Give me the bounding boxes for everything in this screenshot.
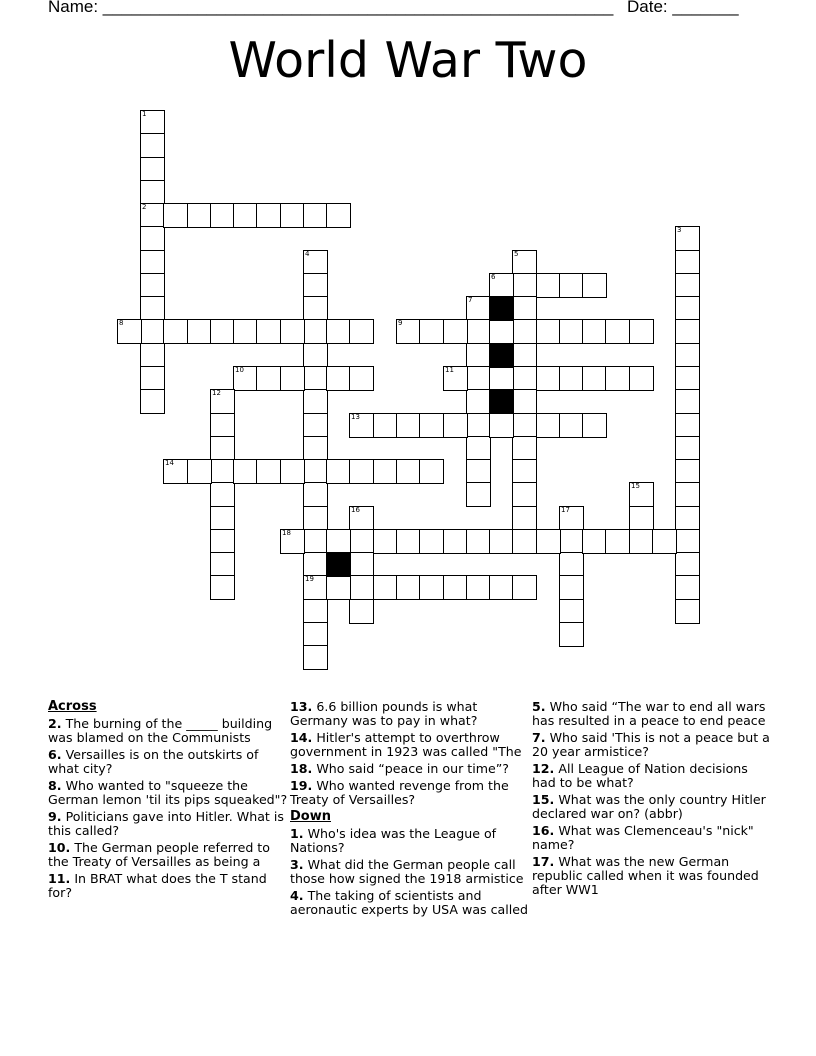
- grid-cell[interactable]: [675, 296, 700, 321]
- grid-cell[interactable]: [280, 366, 305, 391]
- grid-cell[interactable]: [419, 529, 444, 554]
- date-field-label: Date: _______: [627, 0, 739, 16]
- grid-cell[interactable]: [629, 366, 654, 391]
- clue-item: [48, 872, 288, 900]
- clue-item-text: Who said “peace in our time”?: [316, 761, 509, 776]
- grid-cell[interactable]: [326, 319, 351, 344]
- grid-cell[interactable]: [233, 319, 258, 344]
- grid-cell[interactable]: [140, 343, 165, 368]
- grid-cell[interactable]: [512, 482, 537, 507]
- clue-item: [290, 700, 530, 728]
- clue-item-text: The burning of the _____ building was blamed on the Communists: [48, 716, 273, 745]
- grid-cell[interactable]: [559, 506, 584, 531]
- clue-item: [290, 827, 530, 855]
- grid-cell[interactable]: [303, 599, 328, 624]
- grid-cell[interactable]: [559, 413, 584, 438]
- grid-cell[interactable]: [605, 366, 630, 391]
- clue-item-number: 5.: [532, 699, 546, 714]
- clue-item: [48, 717, 288, 745]
- grid-cell[interactable]: [512, 459, 537, 484]
- clue-number: 1: [142, 110, 147, 118]
- clue-item-number: 13.: [290, 699, 313, 714]
- grid-block: [326, 552, 351, 577]
- grid-cell[interactable]: [443, 529, 468, 554]
- grid-cell[interactable]: [489, 575, 514, 600]
- grid-cell[interactable]: [512, 506, 537, 531]
- grid-cell[interactable]: [303, 389, 328, 414]
- grid-cell[interactable]: [233, 203, 258, 228]
- grid-cell[interactable]: [675, 413, 700, 438]
- grid-cell[interactable]: [326, 575, 351, 600]
- grid-cell[interactable]: [629, 506, 654, 531]
- grid-cell[interactable]: [303, 343, 328, 368]
- clue-number: 11: [445, 366, 454, 374]
- grid-cell[interactable]: [559, 366, 584, 391]
- clue-item-number: 14.: [290, 730, 313, 745]
- grid-cell[interactable]: [210, 506, 235, 531]
- clue-column-2: [290, 700, 530, 920]
- grid-cell[interactable]: [512, 319, 537, 344]
- clue-item-number: 18.: [290, 761, 313, 776]
- grid-cell[interactable]: [443, 319, 468, 344]
- grid-cell[interactable]: [582, 366, 607, 391]
- clue-number: 14: [165, 459, 174, 467]
- grid-cell[interactable]: [326, 366, 351, 391]
- grid-cell[interactable]: [675, 366, 700, 391]
- grid-cell[interactable]: [349, 575, 374, 600]
- clue-item: [532, 855, 772, 897]
- clue-item: [290, 762, 530, 776]
- grid-cell[interactable]: [373, 529, 398, 554]
- clue-item-number: 10.: [48, 840, 71, 855]
- grid-cell[interactable]: [419, 575, 444, 600]
- grid-cell[interactable]: [187, 203, 212, 228]
- grid-cell[interactable]: [512, 273, 537, 298]
- clue-item-number: 1.: [290, 826, 304, 841]
- clue-number: 16: [351, 506, 360, 514]
- grid-cell[interactable]: [559, 529, 584, 554]
- grid-cell[interactable]: [419, 319, 444, 344]
- grid-cell[interactable]: [675, 482, 700, 507]
- grid-cell[interactable]: [675, 226, 700, 251]
- clue-item-text: Versailles is on the outskirts of what city?: [48, 747, 259, 776]
- grid-cell[interactable]: [536, 366, 561, 391]
- grid-cell[interactable]: [280, 529, 305, 554]
- grid-cell[interactable]: [210, 389, 235, 414]
- clue-item-text: Politicians gave into Hitler. What is this called?: [48, 809, 284, 838]
- grid-cell[interactable]: [536, 319, 561, 344]
- clue-item-text: Who said 'This is not a peace but a 20 year armistice?: [532, 730, 770, 759]
- clue-column-3: [532, 700, 772, 900]
- clue-number: 2: [142, 203, 147, 211]
- clue-column-1: [48, 700, 288, 903]
- grid-cell[interactable]: [466, 482, 491, 507]
- grid-cell[interactable]: [303, 482, 328, 507]
- grid-cell[interactable]: [140, 157, 165, 182]
- grid-cell[interactable]: [256, 319, 281, 344]
- clue-number: 18: [282, 529, 291, 537]
- grid-cell[interactable]: [536, 413, 561, 438]
- grid-cell[interactable]: [419, 413, 444, 438]
- grid-cell[interactable]: [629, 319, 654, 344]
- clue-item-number: 2.: [48, 716, 62, 731]
- grid-cell[interactable]: [559, 575, 584, 600]
- clue-item-number: 15.: [532, 792, 555, 807]
- grid-cell[interactable]: [140, 226, 165, 251]
- clue-number: 4: [305, 250, 310, 258]
- grid-cell[interactable]: [326, 459, 351, 484]
- grid-cell[interactable]: [163, 203, 188, 228]
- grid-cell[interactable]: [466, 389, 491, 414]
- grid-cell[interactable]: [303, 552, 328, 577]
- clue-number: 19: [305, 575, 314, 583]
- clue-item-text: The German people referred to the Treaty of Versailles as being a: [48, 840, 270, 869]
- grid-block: [489, 343, 514, 368]
- grid-cell[interactable]: [140, 110, 165, 135]
- grid-cell[interactable]: [675, 529, 700, 554]
- clue-number: 17: [561, 506, 570, 514]
- clue-item-number: 19.: [290, 778, 313, 793]
- grid-cell[interactable]: [349, 413, 374, 438]
- grid-block: [489, 296, 514, 321]
- grid-cell[interactable]: [373, 413, 398, 438]
- grid-cell[interactable]: [419, 459, 444, 484]
- grid-cell[interactable]: [559, 622, 584, 647]
- grid-cell[interactable]: [582, 319, 607, 344]
- grid-cell[interactable]: [605, 319, 630, 344]
- grid-cell[interactable]: [536, 529, 561, 554]
- grid-cell[interactable]: [280, 203, 305, 228]
- clue-item-text: Who's idea was the League of Nations?: [290, 826, 497, 855]
- grid-cell[interactable]: [396, 413, 421, 438]
- clue-item-text: Who wanted revenge from the Treaty of Versailles?: [290, 778, 509, 807]
- grid-cell[interactable]: [512, 413, 537, 438]
- grid-cell[interactable]: [466, 296, 491, 321]
- clue-number: 9: [398, 319, 403, 327]
- grid-cell[interactable]: [140, 389, 165, 414]
- grid-cell[interactable]: [210, 436, 235, 461]
- grid-cell[interactable]: [140, 366, 165, 391]
- grid-cell[interactable]: [466, 575, 491, 600]
- grid-cell[interactable]: [210, 575, 235, 600]
- grid-cell[interactable]: [303, 506, 328, 531]
- grid-cell[interactable]: [303, 413, 328, 438]
- clue-item: [532, 762, 772, 790]
- clue-item-number: 17.: [532, 854, 555, 869]
- clue-item: [290, 731, 530, 759]
- grid-cell[interactable]: [163, 319, 188, 344]
- grid-cell[interactable]: [233, 366, 258, 391]
- grid-cell[interactable]: [303, 645, 328, 670]
- grid-cell[interactable]: [512, 575, 537, 600]
- grid-cell[interactable]: [489, 529, 514, 554]
- clue-item: [48, 779, 288, 807]
- clue-number: 6: [491, 273, 496, 281]
- grid-cell[interactable]: [373, 575, 398, 600]
- grid-cell[interactable]: [349, 366, 374, 391]
- clue-item-number: 6.: [48, 747, 62, 762]
- name-field-label: Name: ______________________________________________________: [48, 0, 614, 16]
- grid-cell[interactable]: [326, 203, 351, 228]
- grid-cell[interactable]: [512, 343, 537, 368]
- grid-cell[interactable]: [559, 273, 584, 298]
- grid-cell[interactable]: [210, 413, 235, 438]
- grid-cell[interactable]: [443, 366, 468, 391]
- grid-cell[interactable]: [605, 529, 630, 554]
- grid-cell[interactable]: [396, 575, 421, 600]
- grid-cell[interactable]: [349, 529, 374, 554]
- clue-section-heading: Across: [48, 699, 97, 714]
- clue-item-number: 8.: [48, 778, 62, 793]
- clue-item-text: In BRAT what does the T stand for?: [48, 871, 267, 900]
- clue-item-text: Who said “The war to end all wars has resulted in a peace to end peace: [532, 699, 766, 728]
- clue-item: [48, 810, 288, 838]
- clue-item-number: 9.: [48, 809, 62, 824]
- grid-cell[interactable]: [675, 459, 700, 484]
- clue-number: 15: [631, 482, 640, 490]
- grid-cell[interactable]: [675, 389, 700, 414]
- clue-item: [290, 779, 530, 807]
- grid-cell[interactable]: [233, 459, 258, 484]
- grid-cell[interactable]: [629, 529, 654, 554]
- clue-number: 7: [468, 296, 473, 304]
- grid-cell[interactable]: [443, 413, 468, 438]
- grid-cell[interactable]: [256, 366, 281, 391]
- clue-item: [532, 700, 772, 728]
- grid-cell[interactable]: [373, 459, 398, 484]
- grid-cell[interactable]: [466, 366, 491, 391]
- clue-item: [532, 731, 772, 759]
- grid-cell[interactable]: [256, 459, 281, 484]
- grid-cell[interactable]: [303, 459, 328, 484]
- grid-cell[interactable]: [489, 319, 514, 344]
- clue-item-text: Hitler's attempt to overthrow government in 1923 was called "The: [290, 730, 522, 759]
- clue-item-text: What was the new German republic called when it was founded after WW1: [532, 854, 759, 897]
- grid-cell[interactable]: [629, 482, 654, 507]
- grid-cell[interactable]: [187, 459, 212, 484]
- grid-cell[interactable]: [280, 319, 305, 344]
- grid-cell[interactable]: [536, 273, 561, 298]
- grid-cell[interactable]: [512, 436, 537, 461]
- grid-cell[interactable]: [675, 436, 700, 461]
- clue-number: 5: [514, 250, 519, 258]
- grid-cell[interactable]: [675, 552, 700, 577]
- clue-number: 12: [212, 389, 221, 397]
- grid-cell[interactable]: [559, 599, 584, 624]
- grid-cell[interactable]: [210, 459, 235, 484]
- grid-cell[interactable]: [466, 343, 491, 368]
- clue-item: [48, 748, 288, 776]
- grid-cell[interactable]: [140, 203, 165, 228]
- grid-cell[interactable]: [117, 319, 142, 344]
- grid-cell[interactable]: [163, 459, 188, 484]
- grid-cell[interactable]: [349, 459, 374, 484]
- grid-cell[interactable]: [512, 389, 537, 414]
- grid-cell[interactable]: [140, 273, 165, 298]
- clue-item-text: All League of Nation decisions had to be what?: [532, 761, 748, 790]
- grid-cell[interactable]: [466, 413, 491, 438]
- grid-cell[interactable]: [140, 296, 165, 321]
- grid-cell[interactable]: [187, 319, 212, 344]
- clue-item-text: What was Clemenceau's "nick" name?: [532, 823, 754, 852]
- grid-cell[interactable]: [443, 575, 468, 600]
- grid-cell[interactable]: [675, 343, 700, 368]
- grid-cell[interactable]: [582, 413, 607, 438]
- grid-cell[interactable]: [512, 250, 537, 275]
- clue-item-number: 4.: [290, 888, 304, 903]
- grid-cell[interactable]: [396, 319, 421, 344]
- grid-cell[interactable]: [326, 529, 351, 554]
- grid-cell[interactable]: [210, 529, 235, 554]
- grid-cell[interactable]: [489, 413, 514, 438]
- clue-number: 3: [677, 226, 682, 234]
- grid-cell[interactable]: [210, 319, 235, 344]
- puzzle-title: World War Two: [228, 32, 588, 89]
- clue-number: 8: [119, 319, 124, 327]
- grid-cell[interactable]: [675, 250, 700, 275]
- clue-item-text: The taking of scientists and aeronautic experts by USA was called: [290, 888, 528, 917]
- clue-item-number: 3.: [290, 857, 304, 872]
- grid-cell[interactable]: [303, 250, 328, 275]
- clue-item: [290, 889, 530, 917]
- grid-cell[interactable]: [280, 459, 305, 484]
- grid-cell[interactable]: [303, 622, 328, 647]
- grid-cell[interactable]: [489, 366, 514, 391]
- clue-item-text: Who wanted to "squeeze the German lemon 'til its pips squeaked"?: [48, 778, 288, 807]
- grid-cell[interactable]: [675, 506, 700, 531]
- grid-cell[interactable]: [303, 366, 328, 391]
- grid-cell[interactable]: [303, 273, 328, 298]
- clue-item-number: 12.: [532, 761, 555, 776]
- grid-cell[interactable]: [466, 436, 491, 461]
- grid-cell[interactable]: [582, 273, 607, 298]
- clue-item: [48, 841, 288, 869]
- grid-cell[interactable]: [675, 273, 700, 298]
- grid-cell[interactable]: [559, 552, 584, 577]
- grid-cell[interactable]: [349, 552, 374, 577]
- grid-cell[interactable]: [140, 133, 165, 158]
- clue-item-text: 6.6 billion pounds is what Germany was to pay in what?: [290, 699, 478, 728]
- grid-cell[interactable]: [140, 180, 165, 205]
- grid-cell[interactable]: [210, 203, 235, 228]
- grid-cell[interactable]: [489, 273, 514, 298]
- clue-item: [532, 793, 772, 821]
- grid-cell[interactable]: [210, 552, 235, 577]
- grid-cell[interactable]: [349, 599, 374, 624]
- grid-cell[interactable]: [303, 319, 328, 344]
- grid-cell[interactable]: [466, 319, 491, 344]
- grid-cell[interactable]: [210, 482, 235, 507]
- clue-item-text: What was the only country Hitler declared war on? (abbr): [532, 792, 766, 821]
- grid-cell[interactable]: [512, 529, 537, 554]
- grid-cell[interactable]: [349, 319, 374, 344]
- grid-cell[interactable]: [559, 319, 584, 344]
- clue-item-number: 16.: [532, 823, 555, 838]
- clue-item-text: What did the German people call those how signed the 1918 armistice: [290, 857, 524, 886]
- grid-cell[interactable]: [512, 366, 537, 391]
- grid-cell[interactable]: [303, 436, 328, 461]
- clue-item: [532, 824, 772, 852]
- grid-block: [489, 389, 514, 414]
- grid-cell[interactable]: [303, 529, 328, 554]
- grid-cell[interactable]: [349, 506, 374, 531]
- grid-cell[interactable]: [675, 575, 700, 600]
- grid-cell[interactable]: [140, 250, 165, 275]
- clue-number: 10: [235, 366, 244, 374]
- clue-section-heading: Down: [290, 809, 331, 824]
- grid-cell[interactable]: [582, 529, 607, 554]
- grid-cell[interactable]: [256, 203, 281, 228]
- grid-cell[interactable]: [396, 529, 421, 554]
- grid-cell[interactable]: [675, 319, 700, 344]
- grid-cell[interactable]: [466, 529, 491, 554]
- clue-item: [290, 858, 530, 886]
- grid-cell[interactable]: [396, 459, 421, 484]
- grid-cell[interactable]: [303, 296, 328, 321]
- clue-item-number: 7.: [532, 730, 546, 745]
- clue-number: 13: [351, 413, 360, 421]
- grid-cell[interactable]: [512, 296, 537, 321]
- grid-cell[interactable]: [140, 319, 165, 344]
- grid-cell[interactable]: [675, 599, 700, 624]
- grid-cell[interactable]: [466, 459, 491, 484]
- grid-cell[interactable]: [652, 529, 677, 554]
- grid-cell[interactable]: [303, 575, 328, 600]
- clue-item-number: 11.: [48, 871, 71, 886]
- grid-cell[interactable]: [303, 203, 328, 228]
